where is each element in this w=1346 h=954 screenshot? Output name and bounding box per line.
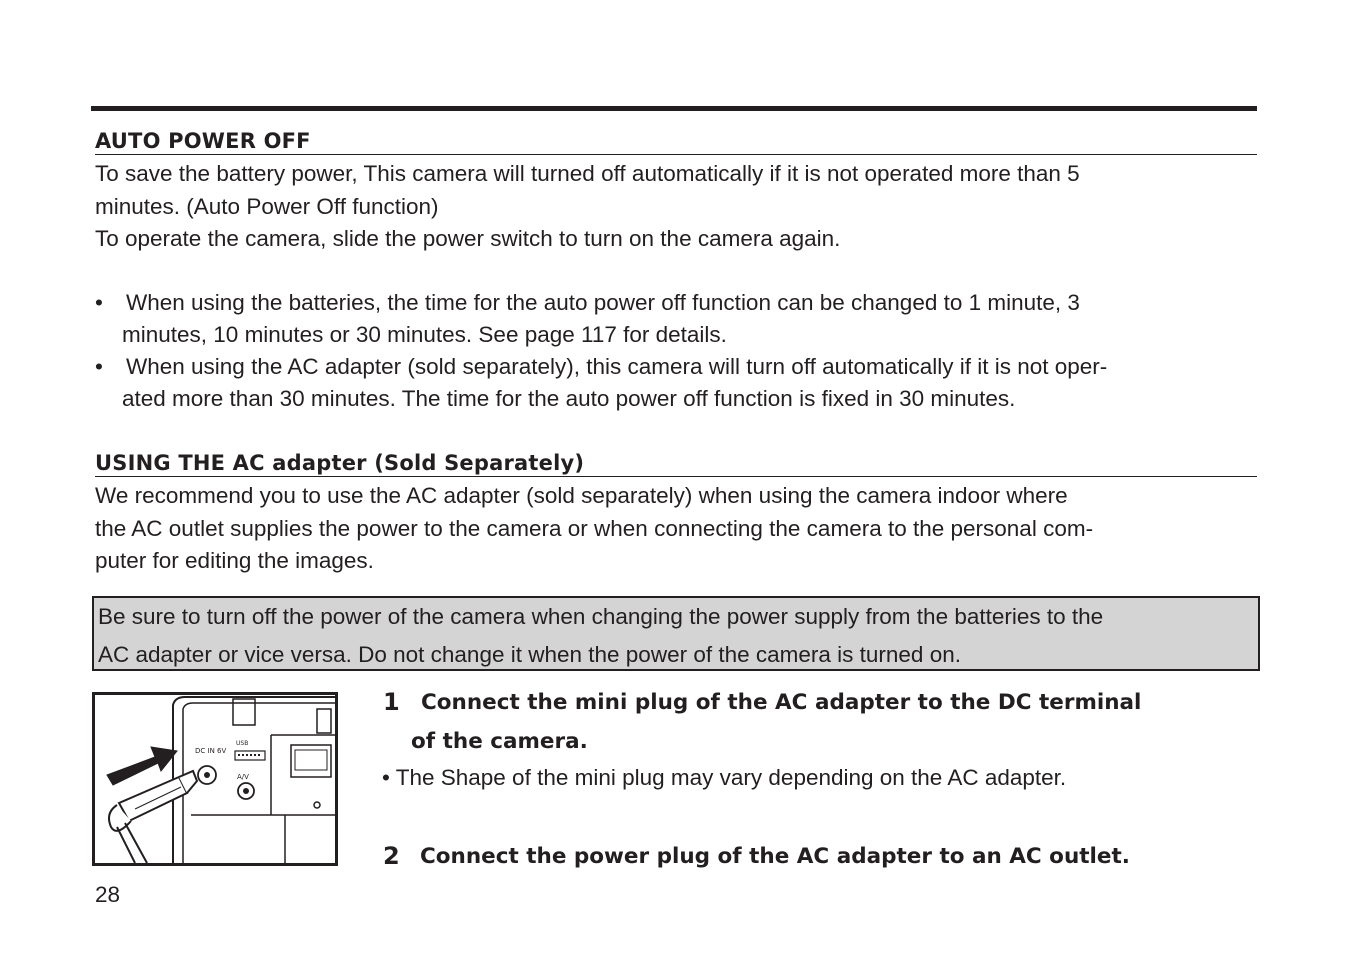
- bullet-marker: •: [95, 290, 103, 315]
- usb-label: USB: [236, 740, 249, 747]
- bullet-line: ated more than 30 minutes. The time for the auto power off function is fixed in 30 minutes.: [122, 386, 1016, 411]
- camera-plug-drawing: [95, 695, 335, 863]
- paragraph-line: the AC outlet supplies the power to the camera or when connecting the camera to the personal com-: [95, 515, 1094, 541]
- section-heading-auto-power-off: AUTO POWER OFF: [95, 128, 1257, 155]
- top-rule: [91, 106, 1257, 111]
- paragraph-line: puter for editing the images.: [95, 548, 374, 573]
- av-label: A/V: [237, 773, 249, 781]
- section2-paragraph: [95, 480, 1255, 578]
- bullet-line: When using the AC adapter (sold separately), this camera will turn off automatically if it is not oper-: [126, 354, 1108, 379]
- camera-dc-terminal-illustration: [92, 692, 338, 866]
- step-text-line: Connect the mini plug of the AC adapter to the DC terminal: [421, 690, 1142, 715]
- section1-paragraph: [95, 158, 1255, 256]
- warning-notice-box: [92, 596, 1260, 671]
- paragraph-line: To operate the camera, slide the power switch to turn on the camera again.: [95, 226, 841, 251]
- paragraph-line: We recommend you to use the AC adapter (sold separately) when using the camera indoor where: [95, 483, 1068, 508]
- bullet-line: minutes, 10 minutes or 30 minutes. See page 117 for details.: [122, 322, 727, 347]
- section-heading-using-ac-adapter: USING THE AC adapter (Sold Separately): [95, 450, 1257, 477]
- paragraph-line: To save the battery power, This camera will turned off automatically if it is not operated more than 5: [95, 161, 1080, 186]
- dc-in-label: DC IN 6V: [195, 747, 227, 755]
- page-number: 28: [95, 882, 121, 907]
- step-text-line: Connect the power plug of the AC adapter to an AC outlet.: [420, 844, 1130, 869]
- bullet-line: When using the batteries, the time for the auto power off function can be changed to 1 minute, 3: [126, 290, 1080, 315]
- notice-line: AC adapter or vice versa. Do not change it when the power of the camera is turned on.: [98, 642, 961, 667]
- paragraph-line: minutes. (Auto Power Off function): [95, 193, 439, 219]
- step-number: 2: [383, 842, 400, 870]
- bullet-marker: •: [95, 354, 103, 379]
- step-1-note: • The Shape of the mini plug may vary depending on the AC adapter.: [382, 765, 1067, 790]
- notice-line: Be sure to turn off the power of the camera when changing the power supply from the batteries to the: [98, 604, 1104, 629]
- step-text-line: of the camera.: [411, 729, 588, 754]
- step-number: 1: [383, 688, 400, 716]
